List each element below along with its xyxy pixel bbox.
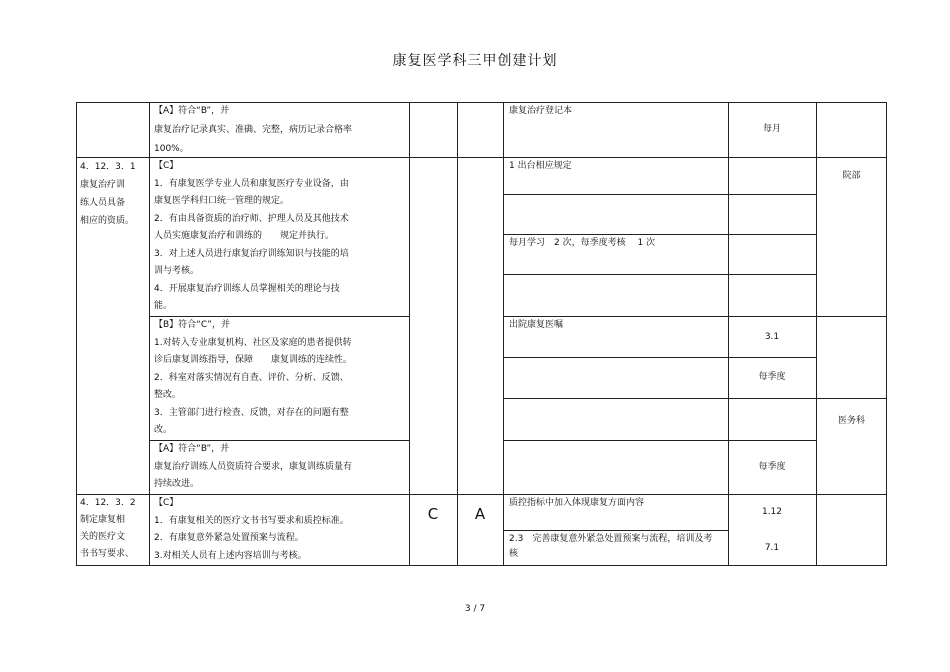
page-title: 康复医学科三甲创建计划	[392, 53, 558, 69]
text-line: 训与考核。	[154, 266, 200, 276]
text-line: 康复治疗记录真实、准确、完整，病历记录合格率	[154, 125, 353, 135]
text-line: 制定康复相	[80, 515, 126, 525]
r3-grade-target: A	[474, 506, 486, 523]
r2-time-5: 3.1	[764, 332, 780, 342]
r2-dept-top: 院部	[842, 171, 861, 181]
r2-time-6: 每季度	[758, 372, 786, 382]
text-line: 持续改进。	[154, 479, 200, 489]
text-line: 练人员具备	[80, 198, 126, 208]
r3-time-1: 1.12	[761, 507, 783, 517]
text-line: 1.对转入专业康复机构、社区及家庭的患者提供转	[154, 337, 352, 348]
text-line: 1．有康复医学专业人员和康复医疗专业设备，由	[154, 178, 349, 189]
text-line: 康复治疗训	[80, 180, 126, 190]
text-line: 100%。	[154, 144, 189, 154]
page-number: 3 / 7	[464, 604, 486, 614]
text-line: 4．12．3．2	[80, 498, 136, 508]
text-line: 关的医疗文	[80, 532, 126, 542]
text-line: 改。	[154, 425, 173, 435]
text-line: 【A】符合“B”，并	[154, 444, 230, 454]
r2-criteria-b	[154, 317, 406, 440]
r3-grade-current: C	[427, 506, 439, 523]
r2-measure-1: 1 出台相应规定	[509, 161, 572, 171]
text-line: 书书写要求、	[80, 549, 135, 559]
text-line: 整改。	[154, 390, 182, 400]
r2-measure-3: 每月学习 2 次，每季度考核 1 次	[509, 238, 656, 248]
text-line: 3.对相关人员有上述内容培训与考核。	[154, 550, 307, 561]
r1-criteria-a	[154, 103, 406, 158]
text-line: 2．有康复意外紧急处置预案与流程。	[154, 533, 304, 543]
text-line: 相应的资质。	[80, 216, 135, 226]
text-line: 康复医学科归口统一管理的规定。	[154, 196, 290, 206]
text-line: 【B】符合“C”，并	[154, 320, 230, 330]
text-line: 4．12．3．1	[80, 162, 136, 172]
text-line: 4．开展康复治疗训练人员掌握相关的理论与技	[154, 283, 340, 294]
r3-time-2: 7.1	[764, 543, 780, 553]
r2-standard-id	[80, 158, 148, 230]
r3-criteria-c	[154, 495, 406, 565]
text-line: 人员实施康复治疗和训练的 规定并执行。	[154, 231, 335, 241]
text-line: 1．有康复相关的医疗文书书写要求和质控标准。	[154, 515, 349, 526]
text-line: 2．有由具备资质的治疗师、护理人员及其他技术	[154, 213, 349, 224]
r2-criteria-a	[154, 441, 406, 494]
r2-criteria-c	[154, 158, 406, 316]
text-line: 康复治疗训练人员资质符合要求，康复训练质量有	[154, 461, 353, 472]
text-line: 2．科室对落实情况有自查、评价、分析、反馈、	[154, 372, 349, 383]
r2-dept-mid: 医务科	[837, 416, 865, 426]
text-line: 能。	[154, 301, 173, 311]
text-line: 3．对上述人员进行康复治疗训练知识与技能的培	[154, 248, 349, 259]
r2-measure-5: 出院康复医嘱	[509, 320, 564, 330]
r1-time: 每月	[762, 124, 781, 134]
r3-measure-2: 2.3 完善康复意外紧急处置预案与流程，培训及考核	[509, 534, 713, 559]
r3-measure-1: 质控指标中加入体现康复方面内容	[509, 498, 645, 508]
text-line: 【C】	[154, 498, 179, 508]
r3-standard-id	[80, 495, 148, 563]
r2-time-8: 每季度	[758, 462, 786, 472]
text-line: 【C】	[154, 161, 179, 171]
text-line: 3．主管部门进行检查、反馈，对存在的问题有整	[154, 407, 349, 418]
r1-measure: 康复治疗登记本	[509, 106, 573, 116]
text-line: 诊后康复训练指导，保障 康复训练的连续性。	[154, 355, 353, 365]
text-line: 【A】符合“B”，并	[154, 106, 230, 116]
